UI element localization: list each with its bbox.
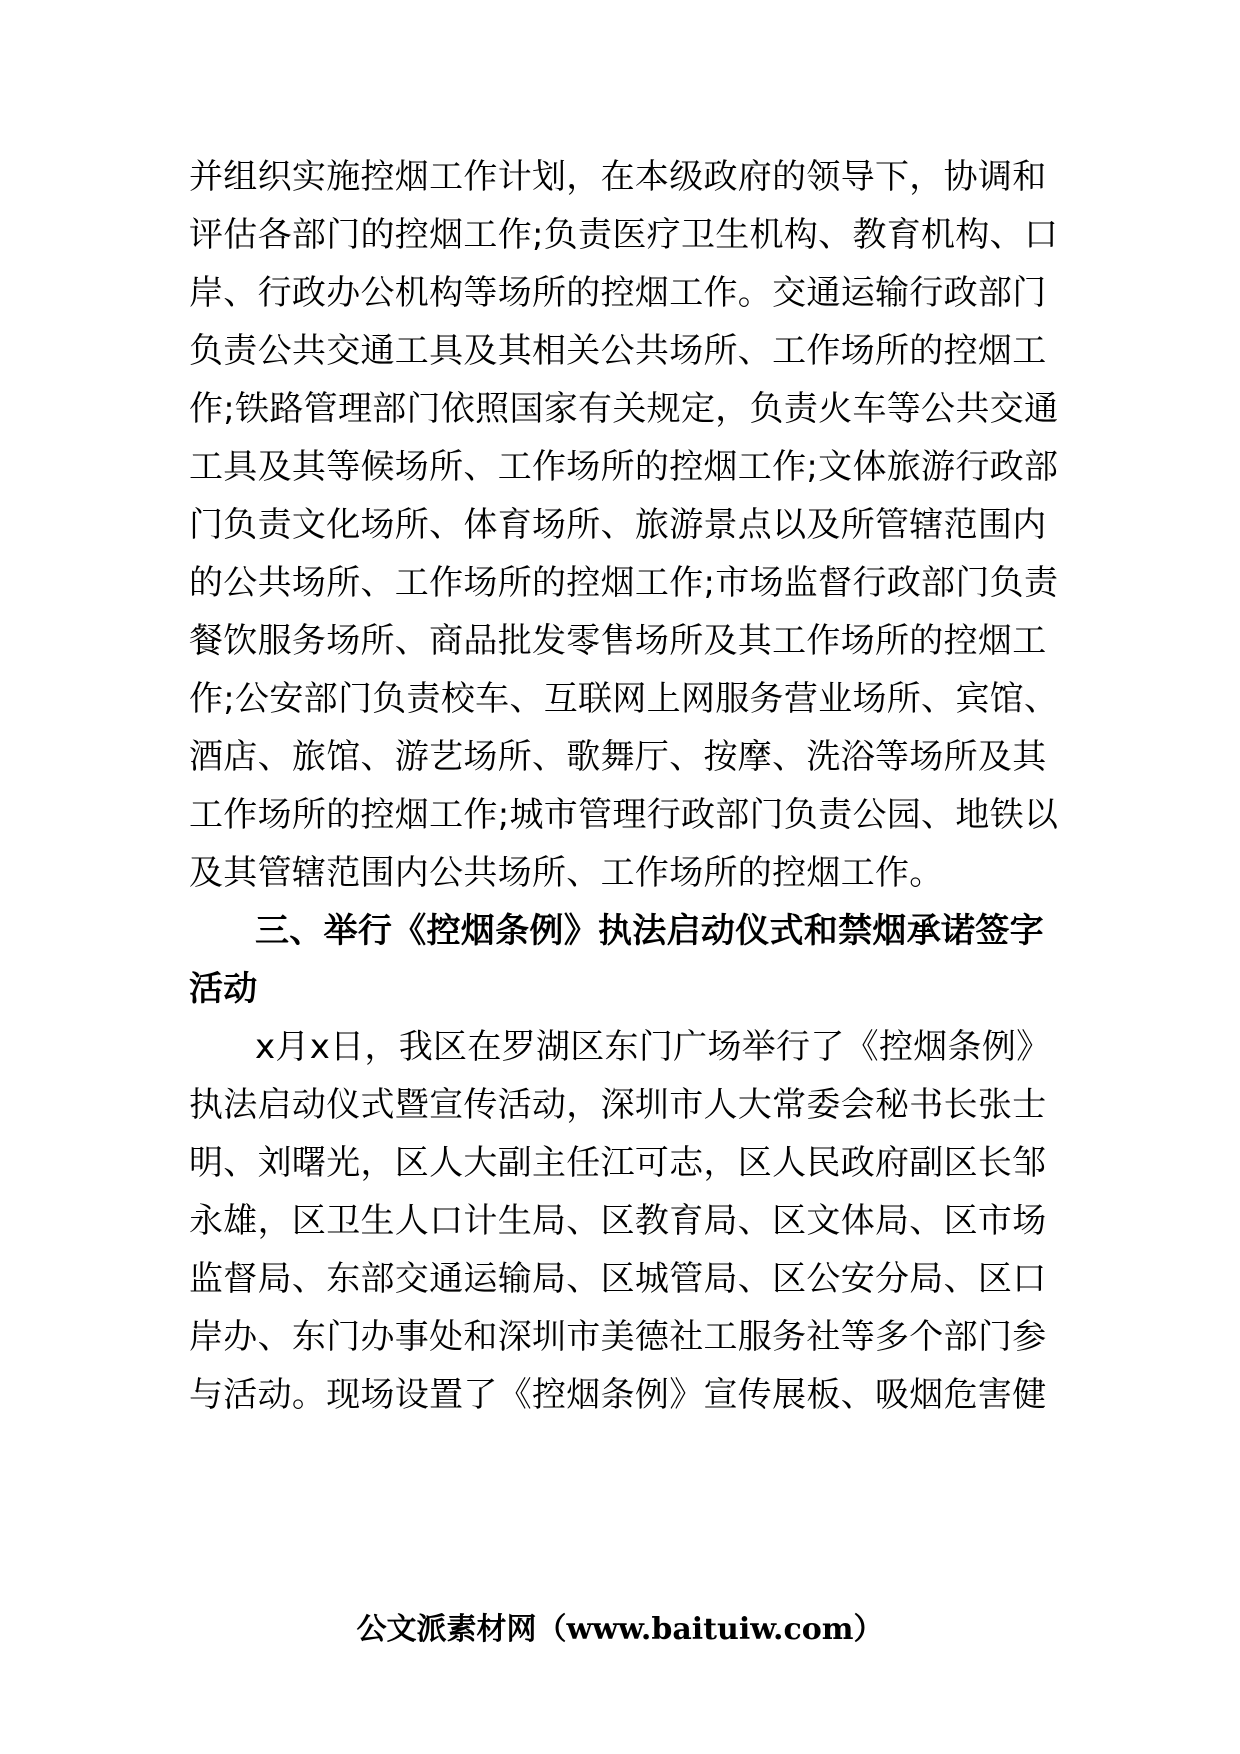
body-line: 及其管辖范围内公共场所、工作场所的控烟工作。 [189, 853, 944, 893]
body-line: 评估各部门的控烟工作;负责医疗卫生机构、教育机构、口 [189, 215, 1059, 255]
body-line: 永雄，区卫生人口计生局、区教育局、区文体局、区市场 [189, 1201, 1047, 1241]
body-line: 作;铁路管理部门依照国家有关规定，负责火车等公共交通 [189, 389, 1059, 429]
body-line: 工具及其等候场所、工作场所的控烟工作;文体旅游行政部 [189, 447, 1059, 487]
body-line: 执法启动仪式暨宣传活动，深圳市人大常委会秘书长张士 [189, 1085, 1047, 1125]
body-line: 岸、行政办公机构等场所的控烟工作。交通运输行政部门 [189, 273, 1047, 313]
body-line: x月x日，我区在罗湖区东门广场举行了《控烟条例》 [255, 1027, 1051, 1067]
page-footer: 公文派素材网（www.baituiw.com） [356, 1612, 884, 1647]
body-line: 负责公共交通工具及其相关公共场所、工作场所的控烟工 [189, 331, 1047, 371]
section-heading-continued: 活动 [189, 969, 258, 1009]
body-line: 明、刘曙光，区人大副主任江可志，区人民政府副区长邹 [189, 1143, 1047, 1183]
body-line: 工作场所的控烟工作;城市管理行政部门负责公园、地铁以 [189, 795, 1059, 835]
body-line: 餐饮服务场所、商品批发零售场所及其工作场所的控烟工 [189, 621, 1047, 661]
body-line: 作;公安部门负责校车、互联网上网服务营业场所、宾馆、 [189, 679, 1059, 719]
body-line: 门负责文化场所、体育场所、旅游景点以及所管辖范围内 [189, 505, 1047, 545]
section-heading: 三、举行《控烟条例》执法启动仪式和禁烟承诺签字 [255, 911, 1044, 951]
body-line: 岸办、东门办事处和深圳市美德社工服务社等多个部门参 [189, 1317, 1047, 1357]
body-line: 监督局、东部交通运输局、区城管局、区公安分局、区口 [189, 1259, 1047, 1299]
body-line: 并组织实施控烟工作计划，在本级政府的领导下，协调和 [189, 157, 1047, 197]
body-line: 与活动。现场设置了《控烟条例》宣传展板、吸烟危害健 [189, 1375, 1047, 1415]
body-line: 的公共场所、工作场所的控烟工作;市场监督行政部门负责 [189, 563, 1059, 603]
body-line: 酒店、旅馆、游艺场所、歌舞厅、按摩、洗浴等场所及其 [189, 737, 1047, 777]
